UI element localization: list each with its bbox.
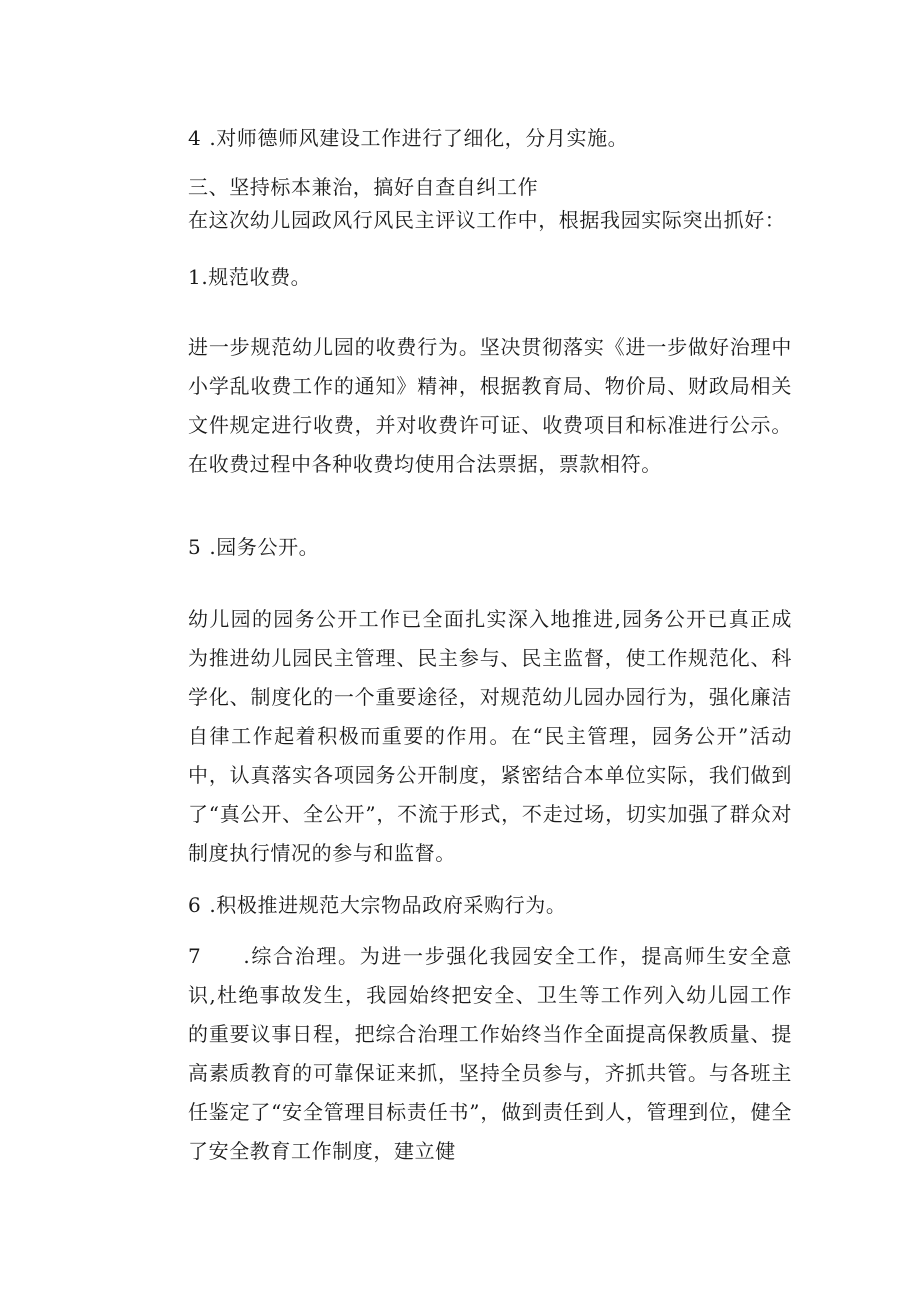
- section-3-heading-text: 三、坚持标本兼治，搞好自查自纠工作: [188, 175, 539, 199]
- paragraph-fees: [188, 328, 792, 484]
- paragraph-affairs-disclosure-text: 幼儿园的园务公开工作已全面扎实深入地推进,园务公开已真正成为推进幼儿园民主管理、民主参与、民主监督，使工作规范化、科学化、制度化的一个重要途径，对规范幼儿园办园行为，强化廉洁自律工作起着积极而重要的作用。在“民主管理，园务公开”活动中，认真落实各项园务公开制度，紧密结合本单位实际，我们做到了“真公开、全公开”，不流于形式，不走过场，切实加强了群众对制度执行情况的参与和监督。: [188, 607, 792, 865]
- item-7-number: 7: [188, 944, 202, 968]
- item-5-text: .园务公开。: [209, 535, 320, 559]
- item-5-number: 5: [188, 535, 202, 559]
- item-4-number: 4: [188, 126, 202, 150]
- item-1: [188, 265, 311, 289]
- section-3-heading: [188, 175, 538, 199]
- item-7-text: .综合治理。为进一步强化我园安全工作，提高师生安全意识,杜绝事故发生，我园始终把安全、卫生等工作列入幼儿园工作的重要议事日程，把综合治理工作始终当作全面提高保教质量、提高素质教育的可靠保证来抓，坚持全员参与，齐抓共管。与各班主任鉴定了“安全管理目标责任书”，做到责任到人，管理到位，健全了安全教育工作制度，建立健: [188, 944, 792, 1163]
- paragraph-fees-text: 进一步规范幼儿园的收费行为。坚决贯彻落实《进一步做好治理中小学乱收费工作的通知》精神，根据教育局、物价局、财政局相关文件规定进行收费，并对收费许可证、收费项目和标准进行公示。在收费过程中各种收费均使用合法票据，票款相符。: [188, 335, 792, 476]
- paragraph-affairs-disclosure: [188, 600, 792, 873]
- item-6: [188, 893, 567, 917]
- item-6-text: .积极推进规范大宗物品政府采购行为。: [209, 893, 567, 917]
- intro-text: 在这次幼儿园政风行风民主评议工作中，根据我园实际突出抓好：: [188, 208, 786, 232]
- item-1-text: 1.规范收费。: [188, 265, 312, 289]
- paragraph-comprehensive-governance: [188, 937, 792, 1171]
- item-6-number: 6: [188, 893, 202, 917]
- item-5: [188, 535, 319, 559]
- item-4: [188, 126, 628, 150]
- intro-line: [188, 208, 785, 232]
- item-4-text: .对师德师风建设工作进行了细化，分月实施。: [209, 126, 629, 150]
